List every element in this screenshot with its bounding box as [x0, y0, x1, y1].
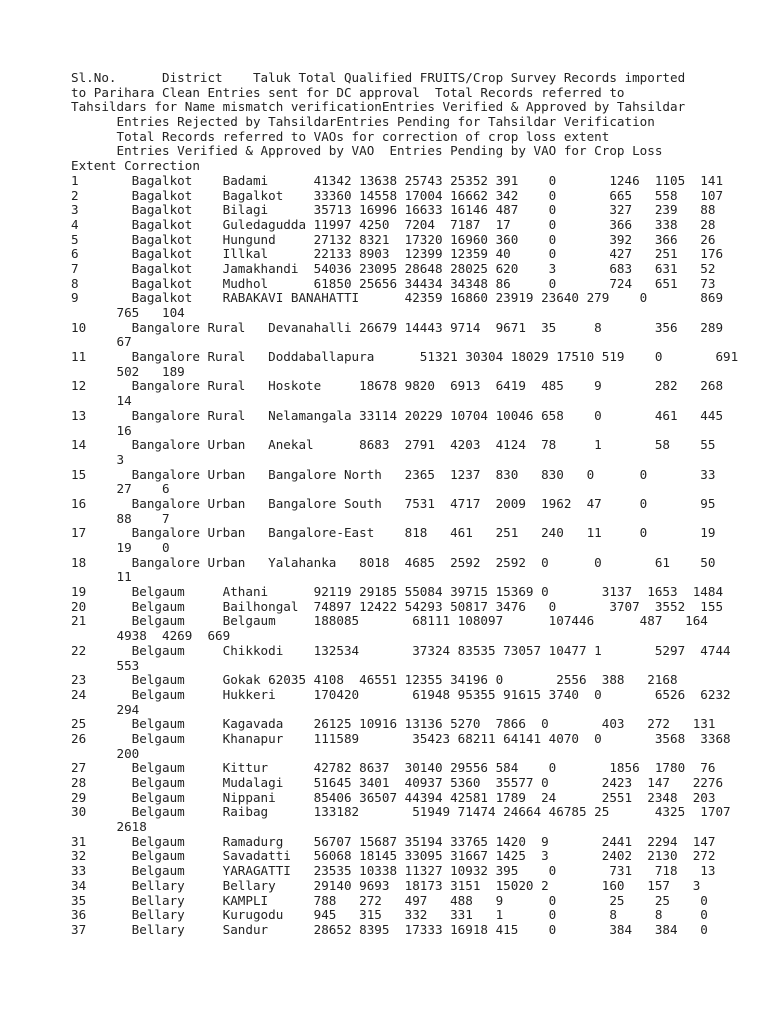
table-line: 27 6: [71, 481, 170, 497]
table-line: 294: [71, 701, 140, 717]
table-line: 37 Bellary Sandur 28652 8395 17333 16918 415 0 384 384 0: [71, 921, 708, 937]
header-line: Entries Verified & Approved by VAO Entries Pending by VAO for Crop Loss: [71, 143, 663, 159]
table-line: 22 Belgaum Chikkodi 132534 37324 83535 73057 10477 1 5297 4744: [71, 642, 731, 658]
table-line: 23 Belgaum Gokak 62035 4108 46551 12355 34196 0 2556 388 2168: [71, 672, 678, 688]
table-line: 29 Belgaum Nippani 85406 36507 44394 42581 1789 24 2551 2348 203: [71, 789, 716, 805]
table-line: 502 189: [71, 363, 185, 379]
header-line: Extent Correction: [71, 158, 200, 174]
table-line: 2618: [71, 819, 147, 835]
table-line: 4938 4269 669: [71, 628, 231, 644]
table-line: 20 Belgaum Bailhongal 74897 12422 54293 50817 3476 0 3707 3552 155: [71, 598, 724, 614]
table-line: 19 Belgaum Athani 92119 29185 55084 39715 15369 0 3137 1653 1484: [71, 584, 724, 600]
table-line: 200: [71, 745, 140, 761]
table-line: 7 Bagalkot Jamakhandi 54036 23095 28648 28025 620 3 683 631 52: [71, 260, 716, 276]
header-line: Total Records referred to VAOs for correction of crop loss extent: [71, 128, 610, 144]
table-line: 21 Belgaum Belgaum 188085 68111 108097 107446 487 164: [71, 613, 708, 629]
header-line: Entries Rejected by TahsildarEntries Pending for Tahsildar Verification: [71, 114, 655, 130]
table-line: 35 Bellary KAMPLI 788 272 497 488 9 0 25 25 0: [71, 892, 708, 908]
table-line: 12 Bangalore Rural Hoskote 18678 9820 6913 6419 485 9 282 268: [71, 378, 724, 394]
table-line: 17 Bangalore Urban Bangalore-East 818 461 251 240 11 0 19: [71, 525, 716, 541]
table-line: 2 Bagalkot Bagalkot 33360 14558 17004 16662 342 0 665 558 107: [71, 187, 724, 203]
header-line: Sl.No. District Taluk Total Qualified FRUITS/Crop Survey Records imported: [71, 70, 686, 85]
document-text: [71, 70, 739, 938]
table-line: 88 7: [71, 510, 170, 526]
table-line: 36 Bellary Kurugodu 945 315 332 331 1 0 8 8 0: [71, 907, 708, 923]
table-line: 24 Belgaum Hukkeri 170420 61948 95355 91615 3740 0 6526 6232: [71, 686, 731, 702]
table-line: 16: [71, 422, 132, 438]
table-line: 34 Bellary Bellary 29140 9693 18173 3151 15020 2 160 157 3: [71, 877, 701, 893]
header-line: Tahsildars for Name mismatch verificationEntries Verified & Approved by Tahsildar: [71, 99, 686, 115]
table-line: 1 Bagalkot Badami 41342 13638 25743 25352 391 0 1246 1105 141: [71, 172, 724, 188]
table-line: 5 Bagalkot Hungund 27132 8321 17320 16960 360 0 392 366 26: [71, 231, 716, 247]
table-line: 8 Bagalkot Mudhol 61850 25656 34434 34348 86 0 724 651 73: [71, 275, 716, 291]
table-line: 15 Bangalore Urban Bangalore North 2365 1237 830 830 0 0 33: [71, 466, 716, 482]
table-line: 11 Bangalore Rural Doddaballapura 51321 30304 18029 17510 519 0 691: [71, 349, 739, 365]
header-line: to Parihara Clean Entries sent for DC approval Total Records referred to: [71, 84, 625, 100]
table-line: 14 Bangalore Urban Anekal 8683 2791 4203 4124 78 1 58 55: [71, 437, 716, 453]
table-line: 3: [71, 451, 125, 467]
table-line: 25 Belgaum Kagavada 26125 10916 13136 5270 7866 0 403 272 131: [71, 716, 716, 732]
table-line: 33 Belgaum YARAGATTI 23535 10338 11327 10932 395 0 731 718 13: [71, 863, 716, 879]
table-line: 67: [71, 334, 132, 350]
table-line: 27 Belgaum Kittur 42782 8637 30140 29556 584 0 1856 1780 76: [71, 760, 716, 776]
table-line: 28 Belgaum Mudalagi 51645 3401 40937 5360 35577 0 2423 147 2276: [71, 775, 724, 790]
table-line: 9 Bagalkot RABAKAVI BANAHATTI 42359 16860 23919 23640 279 0 869: [71, 290, 724, 306]
table-line: 6 Bagalkot Illkal 22133 8903 12399 12359 40 0 427 251 176: [71, 246, 724, 262]
table-line: 14: [71, 393, 132, 409]
table-line: 4 Bagalkot Guledagudda 11997 4250 7204 7187 17 0 366 338 28: [71, 216, 716, 232]
table-line: 10 Bangalore Rural Devanahalli 26679 14443 9714 9671 35 8 356 289: [71, 319, 724, 335]
table-line: 553: [71, 657, 140, 673]
table-line: 11: [71, 569, 132, 585]
table-line: 30 Belgaum Raibag 133182 51949 71474 24664 46785 25 4325 1707: [71, 804, 731, 820]
table-line: 32 Belgaum Savadatti 56068 18145 33095 31667 1425 3 2402 2130 272: [71, 848, 716, 864]
table-line: 13 Bangalore Rural Nelamangala 33114 20229 10704 10046 658 0 461 445: [71, 407, 724, 423]
table-line: 765 104: [71, 305, 185, 320]
table-line: 3 Bagalkot Bilagi 35713 16996 16633 16146 487 0 327 239 88: [71, 202, 716, 218]
table-line: 16 Bangalore Urban Bangalore South 7531 4717 2009 1962 47 0 95: [71, 495, 716, 511]
table-line: 26 Belgaum Khanapur 111589 35423 68211 64141 4070 0 3568 3368: [71, 730, 731, 746]
table-line: 18 Bangalore Urban Yalahanka 8018 4685 2592 2592 0 0 61 50: [71, 554, 716, 570]
table-line: 19 0: [71, 540, 170, 555]
table-line: 31 Belgaum Ramadurg 56707 15687 35194 33765 1420 9 2441 2294 147: [71, 833, 716, 849]
